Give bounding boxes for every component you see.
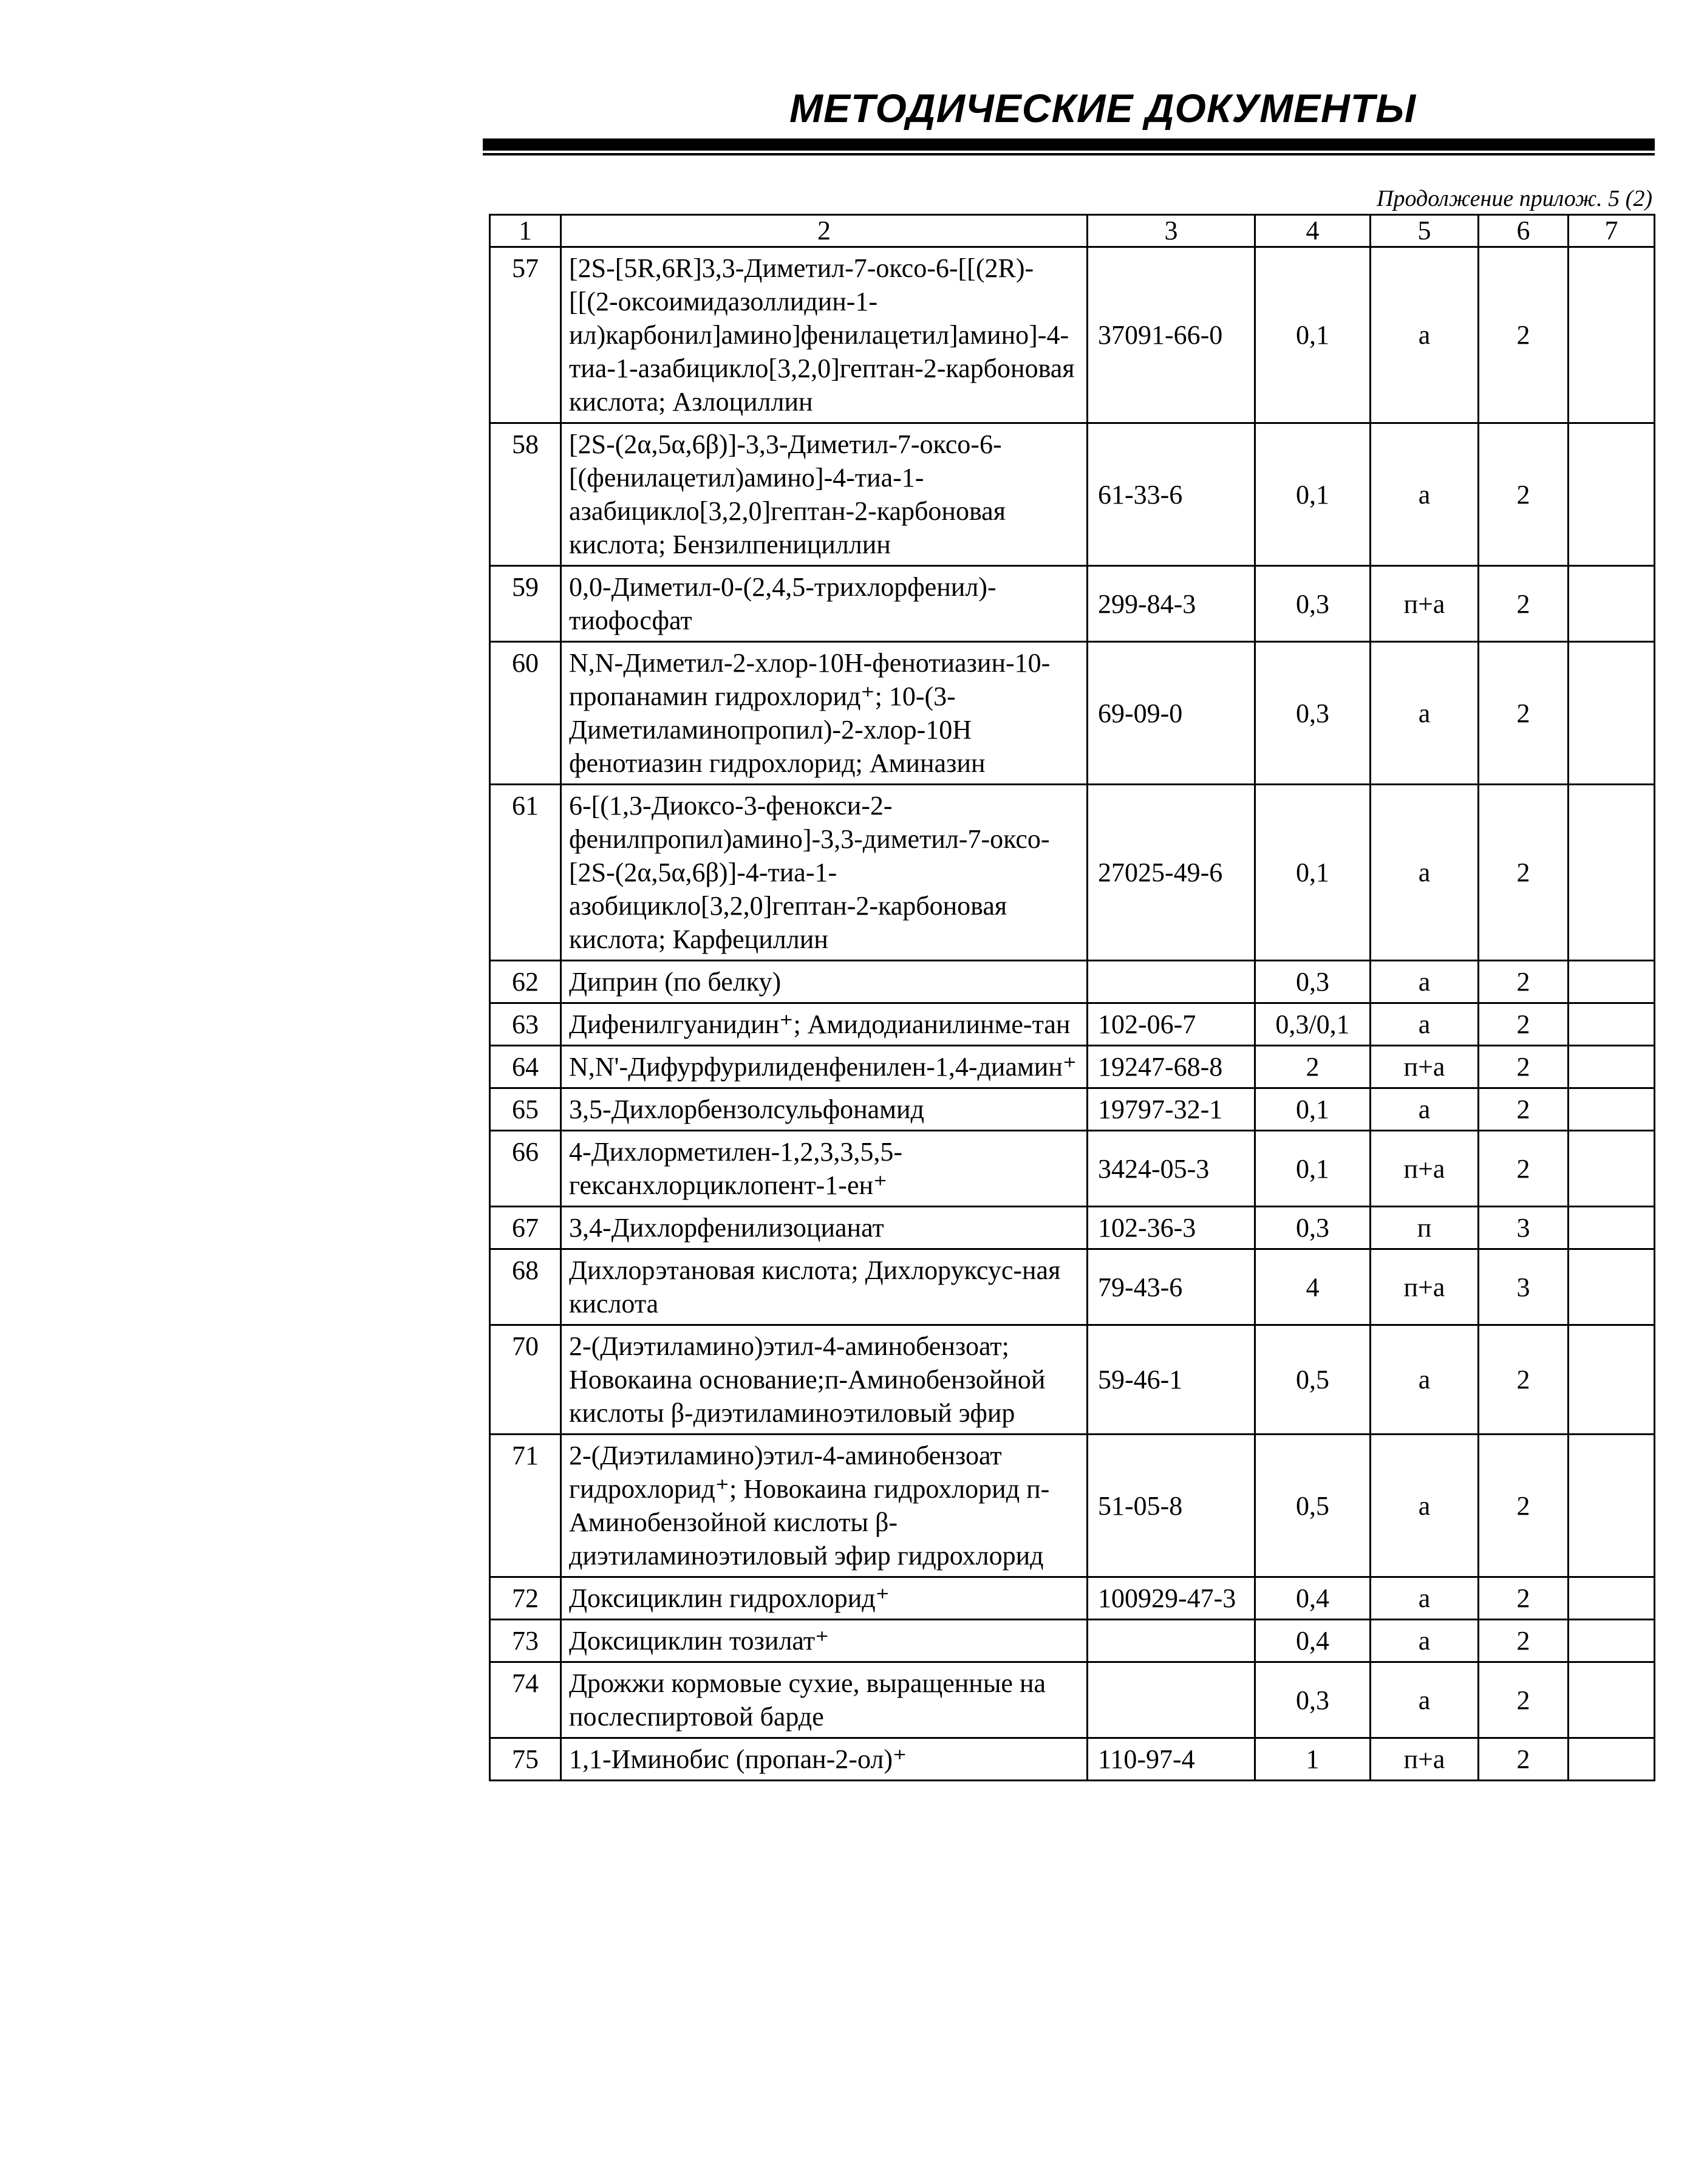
- substance-name: 6-[(1,3-Диоксо-3-фенокси-2-фенилпропил)амино]-3,3-диметил-7-оксо-[2S-(2α,5α,6β)]-4-тиа-1-азобицикло[3,2,0]гептан-2-карбоновая кислота; Карфециллин: [561, 785, 1088, 961]
- note-cell: [1569, 1662, 1655, 1738]
- hazard-class: 2: [1479, 423, 1569, 566]
- substance-name: 0,0-Диметил-0-(2,4,5-трихлорфенил)-тиофосфат: [561, 566, 1088, 642]
- limit-value: 0,3: [1255, 642, 1371, 785]
- table-row: [490, 1088, 1655, 1131]
- limit-value: 0,3: [1255, 961, 1371, 1003]
- column-header: 7: [1569, 215, 1655, 247]
- note-cell: [1569, 566, 1655, 642]
- note-cell: [1569, 1207, 1655, 1249]
- substance-name: 1,1-Иминобис (пропан-2-ол)⁺: [561, 1738, 1088, 1781]
- substance-name: Дифенилгуанидин⁺; Амидодианилинме-тан: [561, 1003, 1088, 1046]
- aggregate-state: а: [1371, 1435, 1479, 1577]
- row-number: 59: [490, 566, 561, 642]
- header-rule-thick: [483, 138, 1655, 151]
- table-row: [490, 423, 1655, 566]
- note-cell: [1569, 785, 1655, 961]
- aggregate-state: а: [1371, 1088, 1479, 1131]
- note-cell: [1569, 247, 1655, 423]
- limit-value: 2: [1255, 1046, 1371, 1088]
- table-row: [490, 1003, 1655, 1046]
- limit-value: 1: [1255, 1738, 1371, 1781]
- aggregate-state: п+а: [1371, 1738, 1479, 1781]
- limit-value: 0,4: [1255, 1577, 1371, 1620]
- limit-value: 0,1: [1255, 1088, 1371, 1131]
- table-row: [490, 1662, 1655, 1738]
- row-number: 73: [490, 1620, 561, 1662]
- cas-number: 19247-68-8: [1088, 1046, 1255, 1088]
- hazard-class: 2: [1479, 247, 1569, 423]
- aggregate-state: а: [1371, 247, 1479, 423]
- table-row: [490, 1738, 1655, 1781]
- cas-number: 69-09-0: [1088, 642, 1255, 785]
- substance-name: 3,4-Дихлорфенилизоцианат: [561, 1207, 1088, 1249]
- cas-number: 3424-05-3: [1088, 1131, 1255, 1207]
- row-number: 58: [490, 423, 561, 566]
- column-header: 3: [1088, 215, 1255, 247]
- table-row: [490, 642, 1655, 785]
- table-row: [490, 566, 1655, 642]
- limit-value: 0,3/0,1: [1255, 1003, 1371, 1046]
- aggregate-state: а: [1371, 1620, 1479, 1662]
- cas-number: 102-06-7: [1088, 1003, 1255, 1046]
- limit-value: 0,3: [1255, 1207, 1371, 1249]
- hazard-class: 3: [1479, 1207, 1569, 1249]
- table-row: [490, 1249, 1655, 1325]
- note-cell: [1569, 423, 1655, 566]
- hazard-class: 2: [1479, 1003, 1569, 1046]
- hazard-class: 2: [1479, 785, 1569, 961]
- hazard-class: 2: [1479, 566, 1569, 642]
- aggregate-state: а: [1371, 1662, 1479, 1738]
- cas-number: 51-05-8: [1088, 1435, 1255, 1577]
- limit-value: 0,3: [1255, 1662, 1371, 1738]
- note-cell: [1569, 1738, 1655, 1781]
- cas-number: 100929-47-3: [1088, 1577, 1255, 1620]
- aggregate-state: а: [1371, 785, 1479, 961]
- cas-number: 27025-49-6: [1088, 785, 1255, 961]
- substance-name: Доксициклин тозилат⁺: [561, 1620, 1088, 1662]
- row-number: 62: [490, 961, 561, 1003]
- table-row: [490, 1207, 1655, 1249]
- note-cell: [1569, 1577, 1655, 1620]
- limit-value: 0,4: [1255, 1620, 1371, 1662]
- cas-number: 59-46-1: [1088, 1325, 1255, 1435]
- limit-value: 0,5: [1255, 1435, 1371, 1577]
- table-row: [490, 1325, 1655, 1435]
- hazard-class: 2: [1479, 1088, 1569, 1131]
- limit-value: 0,5: [1255, 1325, 1371, 1435]
- cas-number: 19797-32-1: [1088, 1088, 1255, 1131]
- substance-name: 4-Дихлорметилен-1,2,3,3,5,5-гексанхлорциклопент-1-ен⁺: [561, 1131, 1088, 1207]
- cas-number: [1088, 961, 1255, 1003]
- substance-name: 2-(Диэтиламино)этил-4-аминобензоат; Новокаина основание;п-Аминобензойной кислоты β-диэтиламиноэтиловый эфир: [561, 1325, 1088, 1435]
- cas-number: 79-43-6: [1088, 1249, 1255, 1325]
- substance-name: 2-(Диэтиламино)этил-4-аминобензоат гидрохлорид⁺; Новокаина гидрохлорид п-Аминобензойной кислоты β-диэтиламиноэтиловый эфир гидрохлорид: [561, 1435, 1088, 1577]
- column-header: 1: [490, 215, 561, 247]
- hazard-class: 2: [1479, 1620, 1569, 1662]
- row-number: 65: [490, 1088, 561, 1131]
- hazard-class: 2: [1479, 642, 1569, 785]
- substance-table: [489, 214, 1655, 1781]
- substance-name: Доксициклин гидрохлорид⁺: [561, 1577, 1088, 1620]
- limit-value: 0,3: [1255, 566, 1371, 642]
- aggregate-state: а: [1371, 1003, 1479, 1046]
- row-number: 63: [490, 1003, 561, 1046]
- note-cell: [1569, 1620, 1655, 1662]
- column-header: 6: [1479, 215, 1569, 247]
- substance-name: 3,5-Дихлорбензолсульфонамид: [561, 1088, 1088, 1131]
- column-header: 4: [1255, 215, 1371, 247]
- row-number: 66: [490, 1131, 561, 1207]
- note-cell: [1569, 1435, 1655, 1577]
- limit-value: 0,1: [1255, 423, 1371, 566]
- cas-number: 61-33-6: [1088, 423, 1255, 566]
- hazard-class: 2: [1479, 1435, 1569, 1577]
- row-number: 60: [490, 642, 561, 785]
- table-row: [490, 1046, 1655, 1088]
- table-row: [490, 785, 1655, 961]
- limit-value: 0,1: [1255, 785, 1371, 961]
- limit-value: 0,1: [1255, 247, 1371, 423]
- aggregate-state: п+а: [1371, 1046, 1479, 1088]
- continuation-note: Продолжение прилож. 5 (2): [1377, 186, 1652, 211]
- table-row: [490, 1620, 1655, 1662]
- cas-number: [1088, 1662, 1255, 1738]
- substance-name: N,N-Диметил-2-хлор-10H-фенотиазин-10-пропанамин гидрохлорид⁺; 10-(3-Диметиламинопропил)-2-хлор-10Н фенотиазин гидрохлорид; Аминазин: [561, 642, 1088, 785]
- row-number: 70: [490, 1325, 561, 1435]
- substance-name: Дрожжи кормовые сухие, выращенные на послеспиртовой барде: [561, 1662, 1088, 1738]
- row-number: 74: [490, 1662, 561, 1738]
- table-row: [490, 1435, 1655, 1577]
- limit-value: 4: [1255, 1249, 1371, 1325]
- aggregate-state: п+а: [1371, 1131, 1479, 1207]
- note-cell: [1569, 1003, 1655, 1046]
- aggregate-state: п+а: [1371, 1249, 1479, 1325]
- substance-name: [2S-[5R,6R]3,3-Диметил-7-оксо-6-[[(2R)-[[(2-оксоимидазоллидин-1-ил)карбонил]амино]фенилацетил]амино]-4-тиа-1-азабицикло[3,2,0]гептан-2-карбоновая кислота; Азлоциллин: [561, 247, 1088, 423]
- hazard-class: 2: [1479, 1577, 1569, 1620]
- cas-number: 102-36-3: [1088, 1207, 1255, 1249]
- aggregate-state: п: [1371, 1207, 1479, 1249]
- header-rule-thin: [483, 153, 1655, 155]
- aggregate-state: а: [1371, 1325, 1479, 1435]
- hazard-class: 2: [1479, 1662, 1569, 1738]
- limit-value: 0,1: [1255, 1131, 1371, 1207]
- note-cell: [1569, 642, 1655, 785]
- hazard-class: 2: [1479, 1046, 1569, 1088]
- row-number: 64: [490, 1046, 561, 1088]
- note-cell: [1569, 961, 1655, 1003]
- hazard-class: 2: [1479, 1131, 1569, 1207]
- note-cell: [1569, 1249, 1655, 1325]
- substance-name: [2S-(2α,5α,6β)]-3,3-Диметил-7-оксо-6-[(фенилацетил)амино]-4-тиа-1-азабицикло[3,2,0]гептан-2-карбоновая кислота; Бензилпенициллин: [561, 423, 1088, 566]
- cas-number: 299-84-3: [1088, 566, 1255, 642]
- page-header-title: МЕТОДИЧЕСКИЕ ДОКУМЕНТЫ: [789, 86, 1417, 131]
- column-header: 2: [561, 215, 1088, 247]
- column-header: 5: [1371, 215, 1479, 247]
- note-cell: [1569, 1131, 1655, 1207]
- row-number: 61: [490, 785, 561, 961]
- substance-name: Дихлорэтановая кислота; Дихлоруксус-ная кислота: [561, 1249, 1088, 1325]
- table-header-row: [490, 215, 1655, 247]
- aggregate-state: а: [1371, 642, 1479, 785]
- cas-number: 110-97-4: [1088, 1738, 1255, 1781]
- table-row: [490, 961, 1655, 1003]
- table-row: [490, 1131, 1655, 1207]
- note-cell: [1569, 1046, 1655, 1088]
- table-row: [490, 1577, 1655, 1620]
- note-cell: [1569, 1088, 1655, 1131]
- table-row: [490, 247, 1655, 423]
- note-cell: [1569, 1325, 1655, 1435]
- hazard-class: 2: [1479, 961, 1569, 1003]
- hazard-class: 2: [1479, 1325, 1569, 1435]
- row-number: 67: [490, 1207, 561, 1249]
- substance-name: N,N'-Дифурфурилиденфенилен-1,4-диамин⁺: [561, 1046, 1088, 1088]
- cas-number: [1088, 1620, 1255, 1662]
- row-number: 68: [490, 1249, 561, 1325]
- hazard-class: 2: [1479, 1738, 1569, 1781]
- hazard-class: 3: [1479, 1249, 1569, 1325]
- substance-name: Диприн (по белку): [561, 961, 1088, 1003]
- aggregate-state: а: [1371, 423, 1479, 566]
- aggregate-state: а: [1371, 961, 1479, 1003]
- row-number: 75: [490, 1738, 561, 1781]
- aggregate-state: а: [1371, 1577, 1479, 1620]
- row-number: 71: [490, 1435, 561, 1577]
- row-number: 57: [490, 247, 561, 423]
- cas-number: 37091-66-0: [1088, 247, 1255, 423]
- aggregate-state: п+а: [1371, 566, 1479, 642]
- row-number: 72: [490, 1577, 561, 1620]
